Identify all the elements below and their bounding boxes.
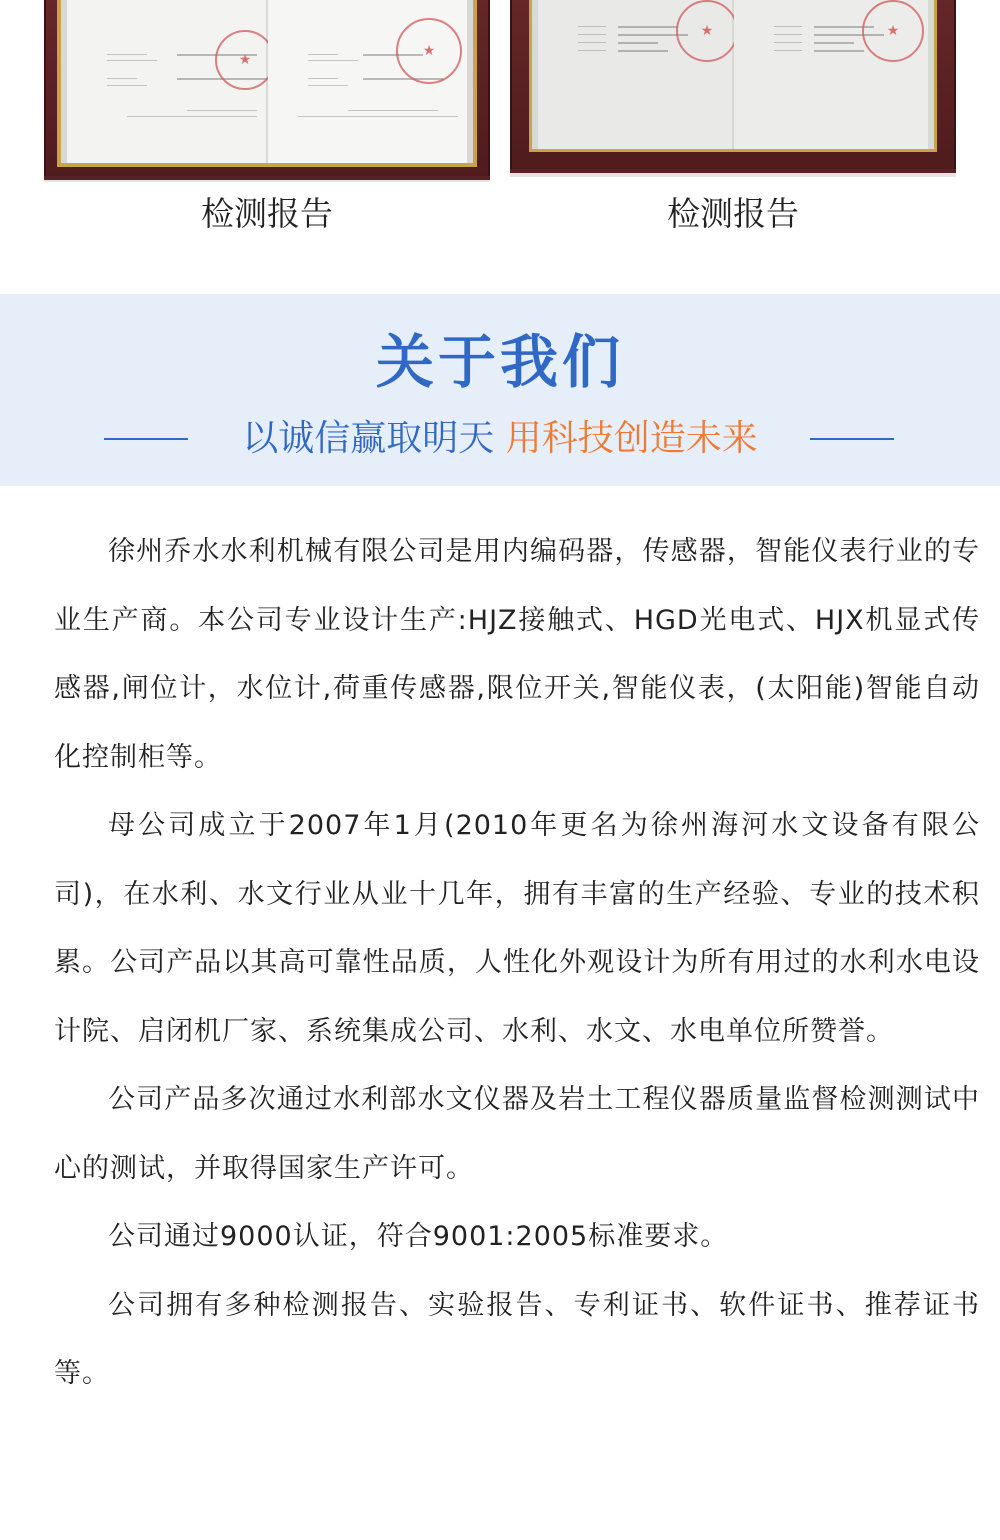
certificate-photo-right [510, 0, 956, 177]
company-intro [54, 518, 980, 1409]
intro-paragraph: 公司通过9000认证，符合9001:2005标准要求。 [108, 1221, 729, 1252]
picture-frame [510, 0, 956, 173]
intro-paragraph: 母公司成立于2007年1月(2010年更名为徐州海河水文设备有限公司)，在水利、水文行业从业十几年，拥有丰富的生产经验、专业的技术积累。公司产品以其高可靠性品质，人性化外观设计为所有用过的水利水电设计院、启闭机厂家、系统集成公司、水利、水文、水电单位所赞誉。 [54, 810, 980, 1047]
report-page [67, 0, 266, 163]
red-seal-icon [215, 30, 275, 90]
red-seal-icon [676, 0, 738, 62]
slogan-orange: 用科技创造未来 [505, 418, 758, 459]
picture-frame [44, 0, 490, 180]
gold-frame-border [57, 0, 477, 167]
slogan-blue: 以诚信赢取明天 [242, 418, 495, 459]
photo-caption: 检测报告 [667, 194, 799, 233]
red-seal-icon [862, 0, 924, 62]
gold-frame-border [529, 0, 937, 152]
red-seal-icon [396, 18, 462, 84]
intro-paragraph: 公司产品多次通过水利部水文仪器及岩土工程仪器质量监督检测测试中心的测试，并取得国家生产许可。 [54, 1084, 980, 1184]
intro-paragraph: 徐州乔水水利机械有限公司是用内编码器，传感器，智能仪表行业的专业生产商。本公司专业设计生产:HJZ接触式、HGD光电式、HJX机显式传感器,闸位计，水位计,荷重传感器,限位开关,智能仪表，(太阳能)智能自动化控制柜等。 [54, 536, 980, 773]
report-page [734, 0, 928, 149]
report-page [538, 0, 732, 149]
about-banner [0, 294, 1000, 486]
photo-caption: 检测报告 [201, 194, 333, 233]
intro-paragraph: 公司拥有多种检测报告、实验报告、专利证书、软件证书、推荐证书等。 [54, 1289, 980, 1389]
certificate-photo-left [44, 0, 490, 182]
about-title: 关于我们 [375, 328, 624, 396]
divider-line-right [810, 438, 894, 440]
report-page [268, 0, 467, 163]
